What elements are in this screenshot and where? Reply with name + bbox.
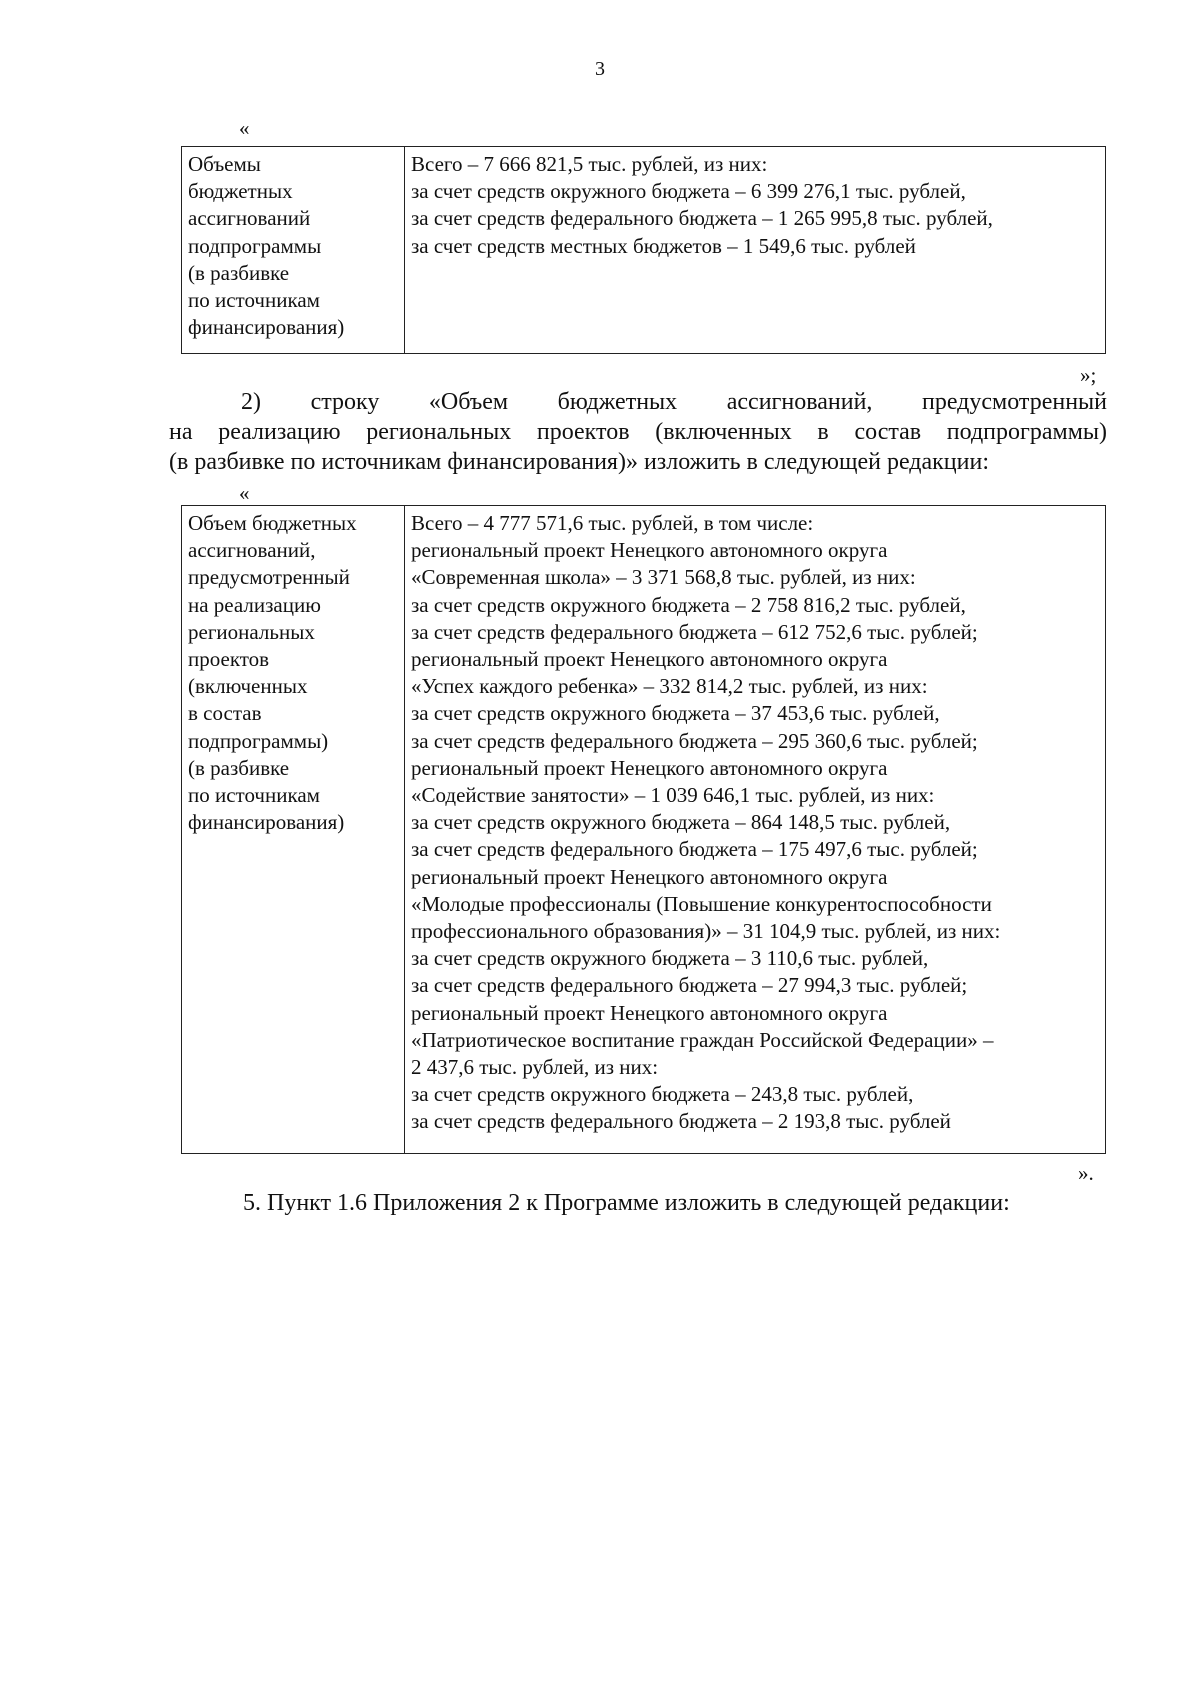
label-line: проектов: [188, 647, 270, 672]
label-line: ассигнований: [188, 206, 311, 231]
value-line: за счет средств окружного бюджета – 864 148,5 тыс. рублей,: [411, 810, 951, 835]
label-line: Объем бюджетных: [188, 511, 357, 535]
paragraph-line: на реализацию региональных проектов (включенных в состав подпрограммы): [169, 419, 1107, 445]
closing-quote: ».: [1078, 1161, 1094, 1185]
value-line: 2 437,6 тыс. рублей, из них:: [411, 1055, 659, 1080]
row-label-cell: [182, 506, 405, 1154]
label-line: подпрограммы): [188, 728, 329, 753]
value-line: за счет средств окружного бюджета – 2 758 816,2 тыс. рублей,: [411, 592, 966, 617]
value-line: за счет средств федерального бюджета – 175 497,6 тыс. рублей;: [411, 837, 978, 862]
value-line: за счет средств федерального бюджета – 2 193,8 тыс. рублей: [411, 1109, 951, 1134]
value-line: за счет средств окружного бюджета – 243,8 тыс. рублей,: [411, 1082, 914, 1107]
value-line: «Успех каждого ребенка» – 332 814,2 тыс. рублей, из них:: [411, 674, 928, 699]
row-label-cell: [182, 147, 405, 354]
label-line: бюджетных: [188, 179, 293, 204]
value-line: за счет средств федерального бюджета – 295 360,6 тыс. рублей;: [411, 728, 978, 753]
paragraph-line: 2) строку «Объем бюджетных ассигнований, предусмотренный: [241, 389, 1107, 415]
value-line: Всего – 7 666 821,5 тыс. рублей, из них:: [411, 152, 768, 176]
value-line: за счет средств местных бюджетов – 1 549,6 тыс. рублей: [411, 233, 916, 258]
value-line: за счет средств федерального бюджета – 612 752,6 тыс. рублей;: [411, 619, 978, 644]
closing-quote: »;: [1080, 363, 1097, 387]
value-line: «Современная школа» – 3 371 568,8 тыс. рублей, из них:: [411, 565, 916, 590]
value-line: за счет средств окружного бюджета – 3 110,6 тыс. рублей,: [411, 946, 929, 971]
value-line: региональный проект Ненецкого автономного округа: [411, 647, 888, 672]
table-row: [182, 147, 1106, 354]
budget-table-regional-projects: [181, 505, 1106, 1154]
value-line: «Патриотическое воспитание граждан Российской Федерации» –: [411, 1027, 994, 1052]
value-line: региональный проект Ненецкого автономного округа: [411, 755, 888, 780]
label-line: на реализацию: [188, 592, 321, 617]
value-line: региональный проект Ненецкого автономного округа: [411, 538, 888, 563]
label-line: предусмотренный: [188, 565, 350, 590]
label-line: (в разбивке: [188, 755, 290, 780]
value-line: за счет средств окружного бюджета – 6 399 276,1 тыс. рублей,: [411, 179, 966, 204]
value-line: за счет средств окружного бюджета – 37 453,6 тыс. рублей,: [411, 701, 940, 726]
label-line: ассигнований,: [188, 538, 316, 563]
value-line: за счет средств федерального бюджета – 27 994,3 тыс. рублей;: [411, 973, 968, 998]
label-line: региональных: [188, 619, 315, 644]
table-row: [182, 506, 1106, 1154]
row-value-cell: [405, 147, 1106, 354]
label-line: в состав: [188, 701, 262, 726]
value-line: профессионального образования)» – 31 104,9 тыс. рублей, из них:: [411, 919, 1001, 944]
value-line: региональный проект Ненецкого автономного округа: [411, 864, 888, 889]
value-line: «Содействие занятости» – 1 039 646,1 тыс. рублей, из них:: [411, 783, 935, 808]
amendment-paragraph-5: 5. Пункт 1.6 Приложения 2 к Программе изложить в следующей редакции:: [243, 1190, 1010, 1216]
label-line: финансирования): [188, 315, 345, 340]
opening-quote: «: [239, 116, 250, 140]
value-line: Всего – 4 777 571,6 тыс. рублей, в том числе:: [411, 511, 814, 535]
page-number: 3: [595, 58, 605, 80]
label-line: (в разбивке: [188, 260, 290, 285]
value-line: региональный проект Ненецкого автономного округа: [411, 1000, 888, 1025]
opening-quote: «: [239, 481, 250, 505]
label-line: Объемы: [188, 152, 261, 176]
label-line: по источникам: [188, 288, 320, 313]
label-line: финансирования): [188, 810, 345, 835]
label-line: подпрограммы: [188, 233, 322, 258]
row-value-cell: [405, 506, 1106, 1154]
paragraph-line: (в разбивке по источникам финансирования)» изложить в следующей редакции:: [169, 449, 989, 475]
budget-table-subprogram: [181, 146, 1106, 354]
label-line: (включенных: [188, 674, 308, 699]
label-line: по источникам: [188, 783, 320, 808]
value-line: за счет средств федерального бюджета – 1 265 995,8 тыс. рублей,: [411, 206, 993, 231]
amendment-paragraph-2: [169, 387, 1107, 477]
value-line: «Молодые профессионалы (Повышение конкурентоспособности: [411, 891, 992, 916]
